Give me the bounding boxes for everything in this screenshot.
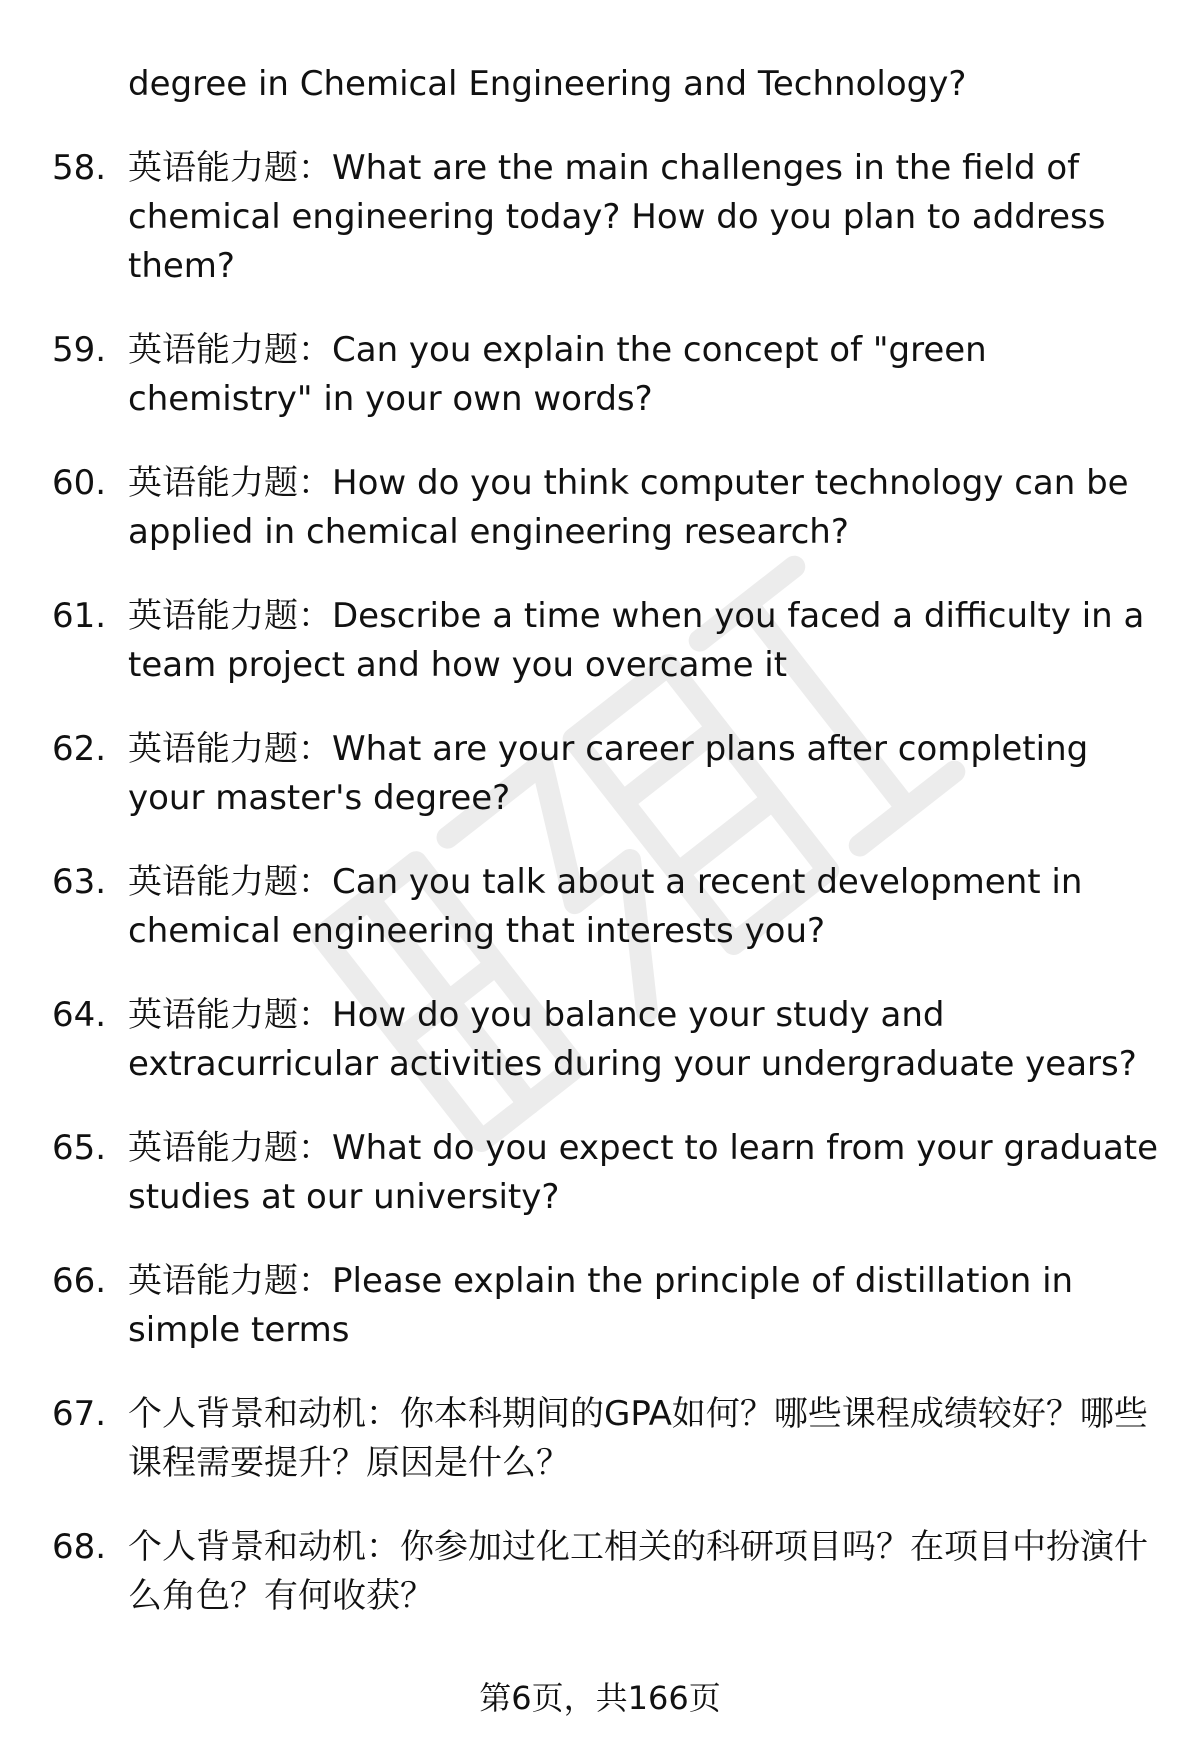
- question-item: [0, 1124, 1200, 1222]
- question-number: 68.: [52, 1527, 107, 1567]
- question-text: 英语能力题：What are the main challenges in the field of chemical engineering today? How do you plan to address them?: [128, 148, 1106, 286]
- question-text: 个人背景和动机：你本科期间的GPA如何？哪些课程成绩较好？哪些课程需要提升？原因是什么？: [128, 1394, 1148, 1483]
- question-text: 英语能力题：Can you explain the concept of "green chemistry" in your own words?: [128, 330, 987, 419]
- question-number: 66.: [52, 1261, 107, 1301]
- question-number: 67.: [52, 1394, 107, 1434]
- question-number: 58.: [52, 148, 107, 188]
- question-number: 63.: [52, 862, 107, 902]
- question-item: [0, 1523, 1200, 1621]
- question-item: [0, 326, 1200, 424]
- question-text: 英语能力题：What are your career plans after completing your master's degree?: [128, 729, 1089, 818]
- question-item: [0, 1257, 1200, 1355]
- question-item: [0, 991, 1200, 1089]
- question-text: 英语能力题：What do you expect to learn from your graduate studies at our university?: [128, 1128, 1159, 1217]
- question-text: 英语能力题：Can you talk about a recent development in chemical engineering that interests you?: [128, 862, 1083, 951]
- question-number: 60.: [52, 463, 107, 503]
- question-text: 英语能力题：Describe a time when you faced a difficulty in a team project and how you overcame it: [128, 596, 1145, 685]
- question-text: 英语能力题：How do you think computer technology can be applied in chemical engineering research?: [128, 463, 1129, 552]
- continued-question-text: degree in Chemical Engineering and Technology?: [128, 64, 967, 104]
- items-container: [0, 144, 1200, 1621]
- question-item: [0, 144, 1200, 291]
- question-item: [0, 459, 1200, 557]
- question-number: 61.: [52, 596, 107, 636]
- question-number: 59.: [52, 330, 107, 370]
- question-text: 英语能力题：Please explain the principle of distillation in simple terms: [128, 1261, 1074, 1350]
- page-footer: 第6页，共166页: [479, 1679, 721, 1717]
- question-item: [0, 725, 1200, 823]
- question-item: [0, 592, 1200, 690]
- question-number: 64.: [52, 995, 107, 1035]
- question-item: [0, 858, 1200, 956]
- question-text: 个人背景和动机：你参加过化工相关的科研项目吗？在项目中扮演什么角色？有何收获？: [128, 1527, 1148, 1616]
- question-list: [0, 60, 1200, 1656]
- question-number: 62.: [52, 729, 107, 769]
- question-number: 65.: [52, 1128, 107, 1168]
- question-text: 英语能力题：How do you balance your study and extracurricular activities during your undergraduate years?: [128, 995, 1137, 1084]
- question-item: [0, 1390, 1200, 1488]
